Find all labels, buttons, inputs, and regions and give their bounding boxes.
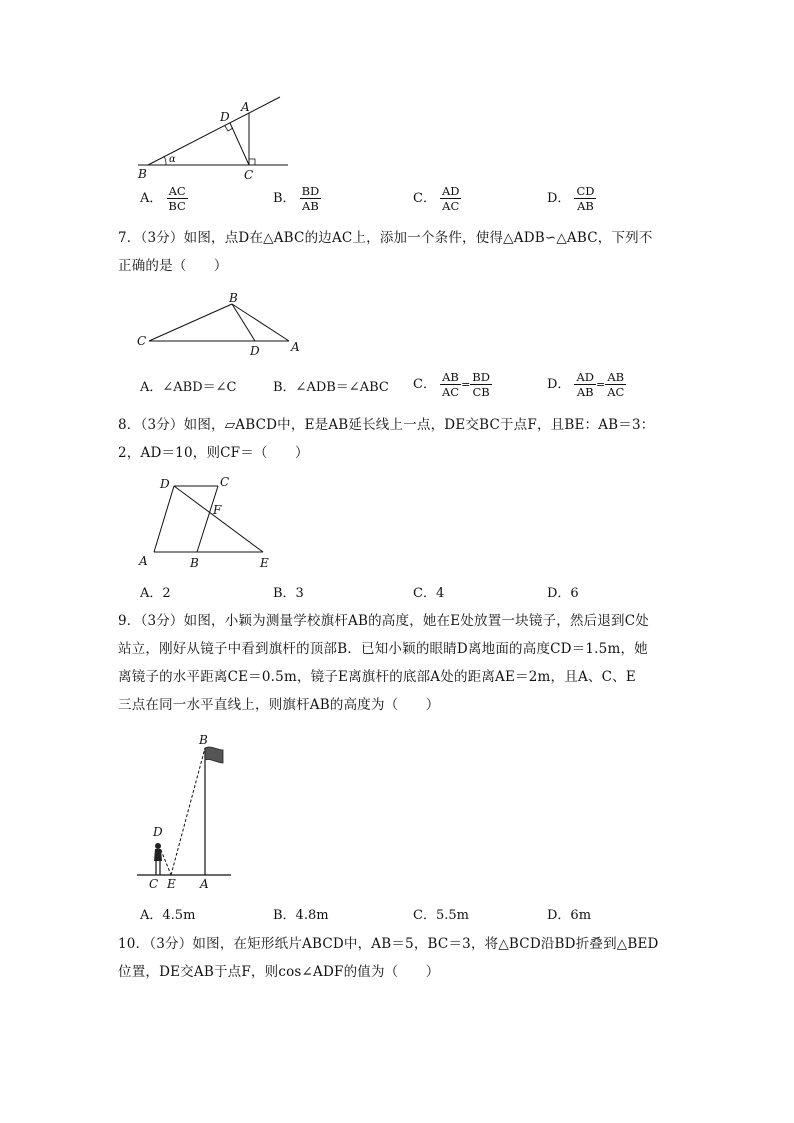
q8-option-d[interactable]: D．6 <box>547 586 579 601</box>
q8-figure <box>133 472 283 572</box>
q9-figure <box>133 730 238 895</box>
q7-label-C: C <box>137 334 147 348</box>
flag-icon <box>205 747 223 763</box>
q9-line2: 站立，刚好从镜子中看到旗杆的顶部B．已知小颖的眼睛D离地面的高度CD＝1.5m，她 <box>118 641 648 657</box>
q8-option-c[interactable]: C．4 <box>413 586 445 601</box>
q6-label-C: C <box>244 168 254 182</box>
q9-label-E: E <box>167 877 176 891</box>
q7-line1: 7．（3分）如图，点D在△ABC的边AC上，添加一个条件，使得△ADB∽△ABC，下列不 <box>118 230 653 246</box>
q9-option-b[interactable]: B．4.8m <box>273 908 329 923</box>
q8-line1: 8．（3分）如图，▱ABCD中，E是AB延长线上一点，DE交BC于点F，且BE：AB＝3： <box>118 417 655 433</box>
q8-label-A: A <box>139 554 148 568</box>
q8-label-F: F <box>213 503 222 517</box>
q7-option-b[interactable]: B．∠ADB＝∠ABC <box>273 380 389 395</box>
q9-label-C: C <box>149 877 159 891</box>
q7-option-d[interactable]: D． $\frac{AD}{AB}$ = $\frac{AB}{AC}$ <box>547 370 625 399</box>
q7-option-a[interactable]: A．∠ABD＝∠C <box>140 380 237 395</box>
q9-line3: 离镜子的水平距离CE＝0.5m，镜子E离旗杆的底部A处的距离AE＝2m，且A、C、E <box>118 669 636 685</box>
q7-stem <box>118 224 678 280</box>
q8-label-D: D <box>160 477 170 491</box>
q9-option-d[interactable]: D．6m <box>547 908 592 923</box>
q9-option-c[interactable]: C．5.5m <box>413 908 469 923</box>
q10-line1: 10．（3分）如图，在矩形纸片ABCD中，AB＝5，BC＝3，将△BCD沿BD折叠到△BED <box>118 936 659 952</box>
q8-label-B: B <box>190 556 199 570</box>
q8-option-a[interactable]: A．2 <box>140 586 171 601</box>
q9-label-B: B <box>199 733 208 747</box>
q8-option-b[interactable]: B．3 <box>273 586 304 601</box>
q8-label-C: C <box>220 475 230 489</box>
q6-option-c[interactable]: C． $\frac{AD}{AC}$ <box>413 184 460 213</box>
q7-label-A: A <box>291 340 300 354</box>
q8-line2: 2，AD＝10，则CF＝（ ） <box>118 445 309 461</box>
q9-label-D: D <box>153 825 163 839</box>
q7-line2: 正确的是（ ） <box>118 258 228 274</box>
q6-label-A: A <box>241 100 250 114</box>
q9-line1: 9．（3分）如图，小颖为测量学校旗杆AB的高度，她在E处放置一块镜子，然后退到C处 <box>118 613 649 629</box>
q10-line2: 位置，DE交AB于点F，则cos∠ADF的值为（ ） <box>118 964 440 980</box>
q7-label-B: B <box>229 291 238 305</box>
q10-stem <box>118 930 678 986</box>
q6-option-a[interactable]: A． $\frac{AC}{BC}$ <box>140 184 186 213</box>
q6-figure <box>130 90 300 185</box>
q7-label-D: D <box>250 344 260 358</box>
q7-option-c[interactable]: C． $\frac{AB}{AC}$ = $\frac{BD}{CB}$ <box>413 370 490 399</box>
q9-stem <box>118 607 678 719</box>
q9-line4: 三点在同一水平直线上，则旗杆AB的高度为（ ） <box>118 697 440 713</box>
q6-label-B: B <box>138 167 147 181</box>
q6-label-D: D <box>220 110 230 124</box>
q7-figure <box>133 288 308 360</box>
q9-option-a[interactable]: A．4.5m <box>140 908 196 923</box>
q6-label-alpha: α <box>169 154 176 165</box>
q8-stem <box>118 411 678 467</box>
q6-option-b[interactable]: B． $\frac{BD}{AB}$ <box>273 184 320 213</box>
q6-option-d[interactable]: D． $\frac{CD}{AB}$ <box>547 184 595 213</box>
person-icon <box>154 843 162 875</box>
q9-label-A: A <box>200 877 209 891</box>
q8-label-E: E <box>260 556 269 570</box>
